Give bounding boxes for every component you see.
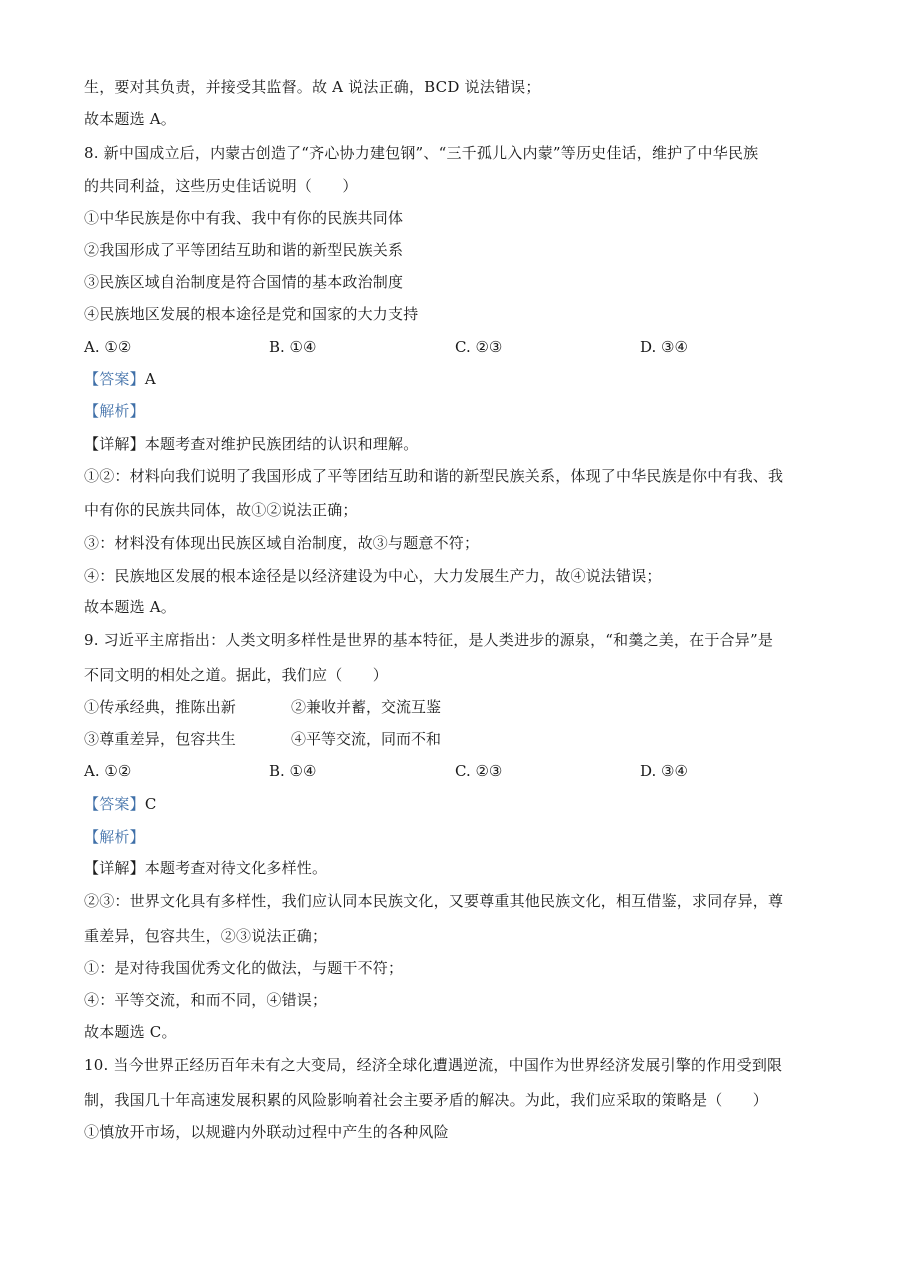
question-10-stem-line-2: 制，我国几十年高速发展积累的风险影响着社会主要矛盾的解决。为此，我们应采取的策略是（ ） — [84, 1091, 769, 1109]
question-10-stem-line-1: 10. 当今世界正经历百年未有之大变局，经济全球化遭遇逆流，中国作为世界经济发展引擎的作用受到限 — [84, 1056, 783, 1074]
question-8-detail-line: ③：材料没有体现出民族区域自治制度，故③与题意不符； — [84, 534, 480, 552]
answer-value: C — [144, 795, 157, 813]
question-8-item-4: ④民族地区发展的根本途径是党和国家的大力支持 — [84, 305, 419, 323]
question-9-option-d: D. ③④ — [640, 762, 688, 780]
answer-tag: 【答案】 — [84, 370, 145, 388]
question-8-option-c: C. ②③ — [455, 338, 503, 356]
question-9-detail-line: 故本题选 C。 — [84, 1023, 177, 1041]
question-9-analysis-tag: 【解析】 — [84, 828, 145, 846]
question-9-option-b: B. ①④ — [269, 762, 317, 780]
question-9-detail-line: 【详解】本题考查对待文化多样性。 — [84, 859, 328, 877]
answer-tag: 【答案】 — [84, 795, 145, 813]
question-8-item-1: ①中华民族是你中有我、我中有你的民族共同体 — [84, 209, 404, 227]
question-8-option-d: D. ③④ — [640, 338, 688, 356]
question-8-detail-line: 中有你的民族共同体，故①②说法正确； — [84, 501, 358, 519]
question-9-item-2: ②兼收并蓄，交流互鉴 — [291, 698, 442, 716]
question-9-detail-line: 重差异，包容共生，②③说法正确； — [84, 927, 328, 945]
question-8-detail-line: 【详解】本题考查对维护民族团结的认识和理解。 — [84, 435, 419, 453]
question-9-stem-line-1: 9. 习近平主席指出：人类文明多样性是世界的基本特征，是人类进步的源泉，“和羹之美，在于合异”是 — [84, 631, 774, 649]
question-8-detail-line: ①②：材料向我们说明了我国形成了平等团结互助和谐的新型民族关系，体现了中华民族是你中有我、我 — [84, 467, 784, 485]
question-9-stem-line-2: 不同文明的相处之道。据此，我们应（ ） — [84, 666, 389, 684]
question-9-answer — [84, 794, 157, 814]
question-9-item-4: ④平等交流，同而不和 — [291, 730, 442, 748]
question-8-option-a: A. ①② — [84, 338, 132, 356]
question-8-item-3: ③民族区域自治制度是符合国情的基本政治制度 — [84, 273, 404, 291]
question-8-analysis-tag: 【解析】 — [84, 402, 145, 420]
question-9-detail-line: ④：平等交流，和而不同，④错误； — [84, 991, 328, 1009]
question-8-item-2: ②我国形成了平等团结互助和谐的新型民族关系 — [84, 241, 404, 259]
question-8-detail-line: 故本题选 A。 — [84, 598, 177, 616]
question-8-option-b: B. ①④ — [269, 338, 317, 356]
text-line: 故本题选 A。 — [84, 110, 177, 128]
question-8-detail-line: ④：民族地区发展的根本途径是以经济建设为中心，大力发展生产力，故④说法错误； — [84, 567, 662, 585]
question-9-detail-line: ①：是对待我国优秀文化的做法，与题干不符； — [84, 959, 404, 977]
question-10-item-1: ①慎放开市场，以规避内外联动过程中产生的各种风险 — [84, 1123, 449, 1141]
question-8-stem-line-2: 的共同利益，这些历史佳话说明（ ） — [84, 177, 358, 195]
question-8-answer — [84, 369, 156, 389]
text-line: 生，要对其负责，并接受其监督。故 A 说法正确，BCD 说法错误； — [84, 78, 541, 96]
question-9-option-c: C. ②③ — [455, 762, 503, 780]
question-8-stem-line-1: 8. 新中国成立后，内蒙古创造了“齐心协力建包钢”、“三千孤儿入内蒙”等历史佳话，维护了中华民族 — [84, 144, 759, 162]
question-9-detail-line: ②③：世界文化具有多样性，我们应认同本民族文化，又要尊重其他民族文化，相互借鉴，求同存异，尊 — [84, 892, 784, 910]
question-9-option-a: A. ①② — [84, 762, 132, 780]
question-9-item-3: ③尊重差异，包容共生 — [84, 730, 237, 748]
answer-value: A — [144, 370, 156, 388]
question-9-item-1: ①传承经典，推陈出新 — [84, 698, 237, 716]
